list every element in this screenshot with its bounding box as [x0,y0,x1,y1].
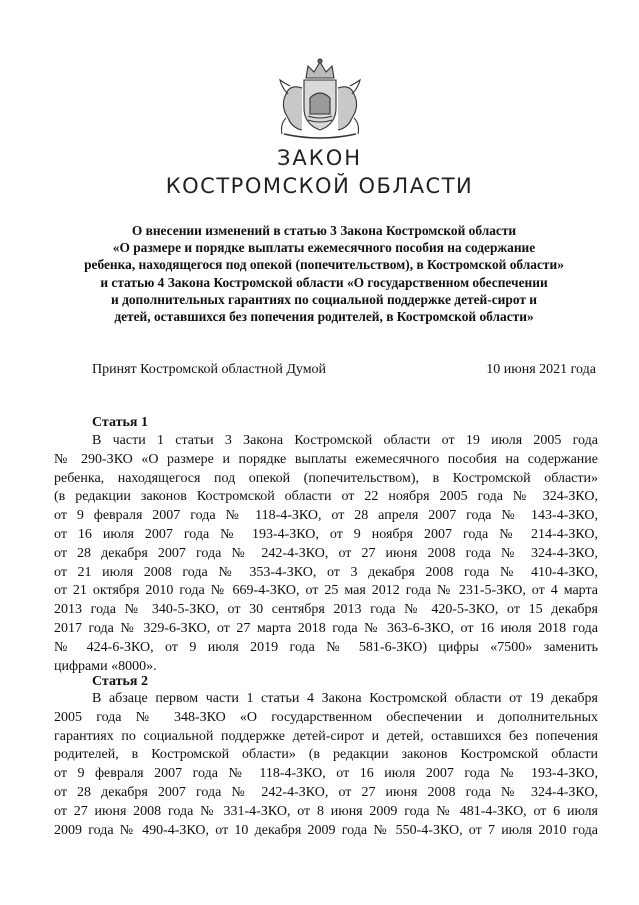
document-title-line: О внесении изменений в статью 3 Закона Костромской области [131,223,517,238]
text-line: от 27 июня 2008 года № 331-4-ЗКО, от 8 июня 2009 года № 481-4-ЗКО, от 6 июля [54,803,598,819]
law-type-heading: ЗАКОН [276,146,363,170]
kostroma-coat-of-arms-icon [268,58,372,140]
text-line: В части 1 статьи 3 Закона Костромской области от 19 июля 2005 года [92,433,598,448]
text-line: цифрами «8000». [54,658,157,674]
text-line: 2009 года № 490-4-ЗКО, от 10 декабря 2009 года № 550-4-ЗКО, от 7 июля 2010 года [54,822,598,838]
adoption-line [92,362,596,378]
text-line: от 28 декабря 2007 года № 242-4-ЗКО, от 27 июня 2008 года № 324-4-ЗКО, [54,784,598,800]
document-title-line: и статью 4 Закона Костромской области «О государственном обеспечении [100,274,548,290]
text-line: ребенка, находящегося под опекой (попечительством), в Костромской области» [54,470,598,486]
text-line: гарантиях по социальной поддержке детей-сирот и детей, оставшихся без попечения [54,728,598,744]
article-2-text [54,690,598,840]
document-title-line: детей, оставшихся без попечения родителей, в Костромской области» [114,309,534,325]
text-line: 2005 года № 348-ЗКО «О государственном обеспечении и дополнительных [54,709,598,725]
text-line: 2013 года № 340-5-ЗКО, от 30 сентября 2013 года № 420-5-ЗКО, от 15 декабря [54,602,598,618]
text-line: родителей, в Костромской области» (в редакции законов Костромской области [54,747,598,763]
text-line: 2017 года № 329-6-ЗКО, от 27 марта 2018 года № 363-6-ЗКО, от 16 июля 2018 года [54,620,598,636]
text-line: (в редакции законов Костромской области от 22 ноября 2005 года № 324-ЗКО, [54,489,598,505]
article-1-text [54,432,598,676]
text-line: от 9 февраля 2007 года № 118-4-ЗКО, от 28 апреля 2007 года № 143-4-ЗКО, [54,508,598,524]
text-line: от 9 февраля 2007 года № 118-4-ЗКО, от 16 июля 2007 года № 193-4-ЗКО, [54,766,598,782]
article-1-title: Статья 1 [92,415,148,430]
region-heading: КОСТРОМСКОЙ ОБЛАСТИ [165,174,474,198]
text-line: от 21 октября 2010 года № 669-4-ЗКО, от 25 мая 2012 года № 231-5-ЗКО, от 4 марта [54,583,598,599]
text-line: № 290-ЗКО «О размере и порядке выплаты ежемесячного пособия на содержание [54,451,598,467]
text-line: В абзаце первом части 1 статьи 4 Закона Костромской области от 19 декабря [92,691,598,706]
document-title [40,222,608,325]
document-title-line: и дополнительных гарантиях по социальной поддержке детей-сирот и [111,291,537,307]
document-title-line: ребенка, находящегося под опекой (попечительством), в Костромской области» [84,257,564,273]
article-2-title: Статья 2 [92,674,148,689]
adopted-by: Принят Костромской областной Думой [92,362,327,377]
text-line: от 16 июля 2007 года № 193-4-ЗКО, от 9 ноября 2007 года № 214-4-ЗКО, [54,526,598,542]
document-title-line: «О размере и порядке выплаты ежемесячного пособия на содержание [112,240,536,256]
text-line: от 21 июля 2008 года № 353-4-ЗКО, от 3 декабря 2008 года № 410-4-ЗКО, [54,564,598,580]
text-line: от 28 декабря 2007 года № 242-4-ЗКО, от 27 июня 2008 года № 324-4-ЗКО, [54,545,598,561]
text-line: № 424-6-ЗКО, от 9 июля 2019 года № 581-6-ЗКО) цифры «7500» заменить [54,639,598,655]
adoption-date: 10 июня 2021 года [486,362,596,377]
